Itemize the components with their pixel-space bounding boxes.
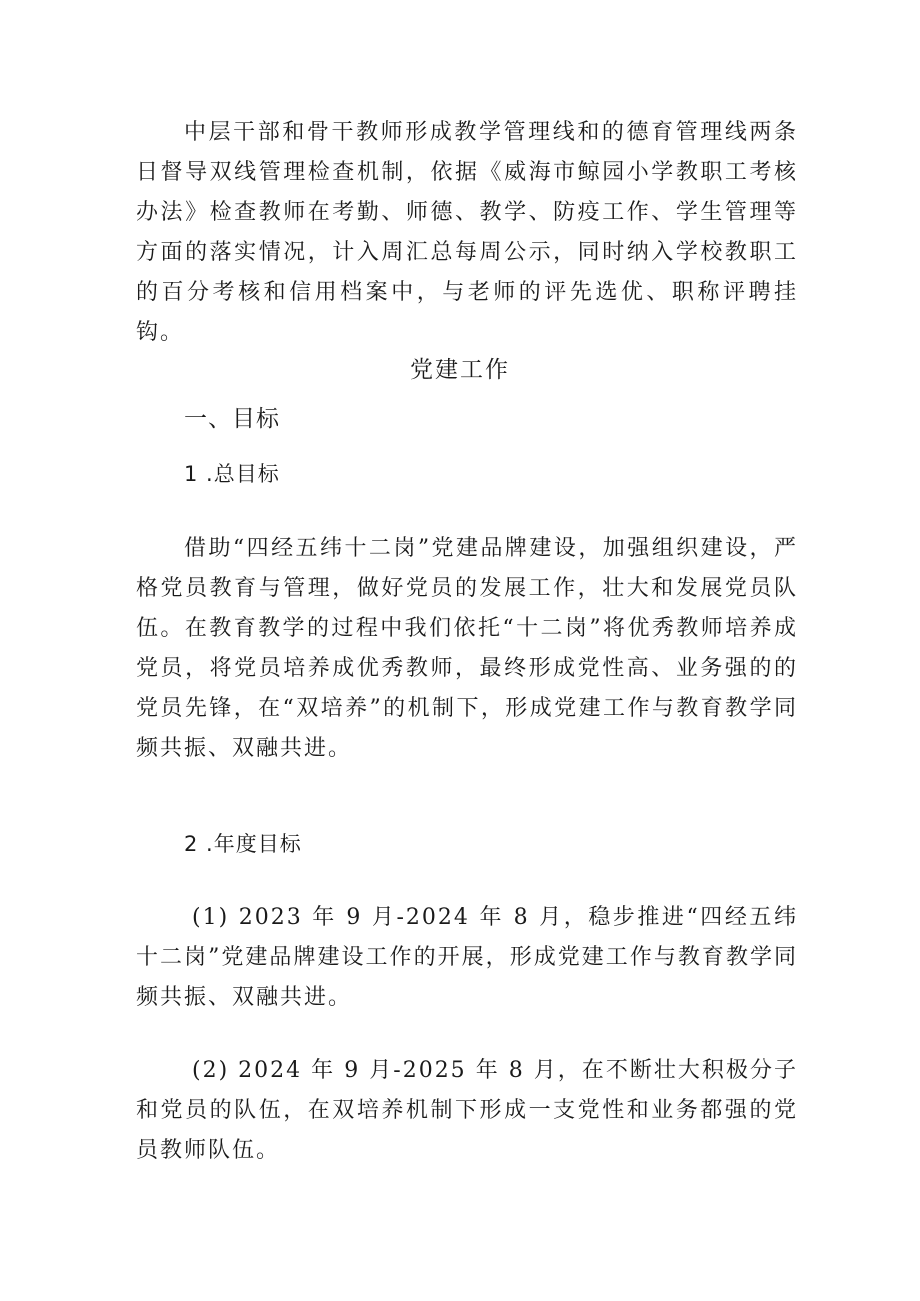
- annual-goal-item-1: (1) 2023 年 9 月-2024 年 8 月，稳步推进“四经五纬十二岗”党建品牌建设工作的开展，形成党建工作与教育教学同频共振、双融共进。: [136, 905, 798, 1010]
- intro-paragraph: 中层干部和骨干教师形成教学管理线和的德育管理线两条日督导双线管理检查机制，依据《威海市鲸园小学教职工考核办法》检查教师在考勤、师德、教学、防疫工作、学生管理等方面的落实情况，计入周汇总每周公示，同时纳入学校教职工的百分考核和信用档案中，与老师的评先选优、职称评聘挂钩。: [136, 120, 798, 345]
- item-heading-overall-goal: 1 .总目标: [184, 462, 280, 486]
- subsection-heading-goals: 一、目标: [184, 406, 280, 432]
- section-title: 党建工作: [410, 357, 510, 383]
- annual-goal-item-2: (2) 2024 年 9 月-2025 年 8 月，在不断壮大积极分子和党员的队伍，在双培养机制下形成一支党性和业务都强的党员教师队伍。: [136, 1058, 798, 1163]
- overall-goal-paragraph: 借助“四经五纬十二岗”党建品牌建设，加强组织建设，严格党员教育与管理，做好党员的发展工作，壮大和发展党员队伍。在教育教学的过程中我们依托“十二岗”将优秀教师培养成党员，将党员培养成优秀教师，最终形成党性高、业务强的的党员先锋，在“双培养”的机制下，形成党建工作与教育教学同频共振、双融共进。: [136, 536, 798, 761]
- item-heading-annual-goal: 2 .年度目标: [184, 832, 302, 856]
